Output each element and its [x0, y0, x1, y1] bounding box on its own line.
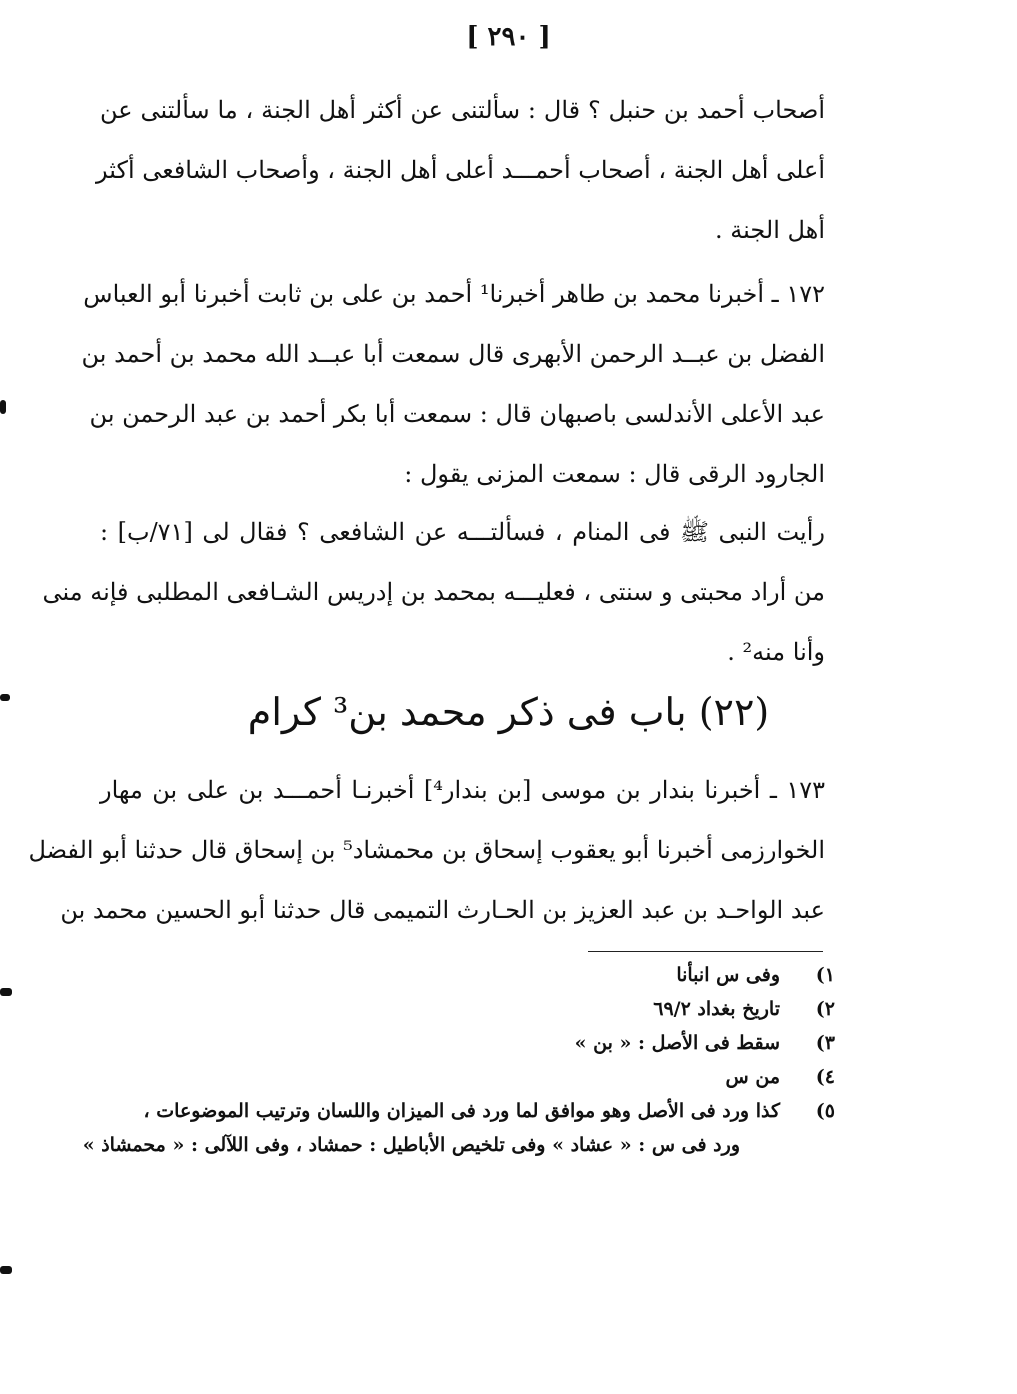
scan-mark	[0, 988, 12, 996]
scan-mark	[0, 1266, 12, 1274]
text-line: الخوارزمى أخبرنا أبو يعقوب إسحاق بن محمشاد⁵ بن إسحاق قال حدثنا أبو الفضل	[28, 836, 825, 864]
text-line: ١٧٢ ـ أخبرنا محمد بن طاهر أخبرنا¹ أحمد بن على بن ثابت أخبرنا أبو العباس	[83, 280, 825, 308]
footnote-number: ٢)	[815, 998, 835, 1020]
text-line: ١٧٣ ـ أخبرنا بندار بن موسى [بن بندار⁴] أخبرنـا أحمـــد بن على بن مهار	[100, 776, 825, 804]
footnote-text: وفى س انبأنا	[676, 964, 780, 986]
footnote-3	[90, 1026, 835, 1060]
chapter-heading: (٢٢) باب فى ذكر محمد بن³ كرام	[247, 690, 770, 734]
text-line: رأيت النبى ﷺ فى المنام ، فسألتـــه عن الشافعى ؟ فقال لى [٧١/ب] :	[100, 518, 825, 546]
footnote-2	[90, 992, 835, 1026]
text-line: أعلى أهل الجنة ، أصحاب أحمـــد أعلى أهل الجنة ، وأصحاب الشافعى أكثر	[96, 156, 825, 184]
page-number: [ ٢٩٠ ]	[466, 22, 551, 52]
text-line: عبد الأعلى الأندلسى باصبهان قال : سمعت أبا بكر أحمد بن عبد الرحمن بن	[89, 400, 825, 428]
footnote-text: من س	[725, 1066, 780, 1088]
paragraph-1	[96, 80, 826, 260]
paragraph-dream	[42, 502, 825, 682]
footnote-separator	[588, 951, 823, 952]
footnote-4	[90, 1060, 835, 1094]
text-line: الفضل بن عبــد الرحمن الأبهرى قال سمعت أبا عبــد الله محمد بن أحمد بن	[81, 340, 825, 368]
text-line: أهل الجنة .	[715, 216, 825, 244]
text-line: أصحاب أحمد بن حنبل ؟ قال : سألتنى عن أكثر أهل الجنة ، ما سألتنى عن	[100, 96, 826, 124]
footnote-number: ٤)	[815, 1066, 835, 1088]
footnote-text: تاريخ بغداد ٦٩/٢	[653, 998, 780, 1020]
scan-mark	[0, 694, 10, 701]
paragraph-hadith-173	[28, 760, 825, 940]
footnote-number: ٥)	[815, 1100, 835, 1122]
text-line: من أراد محبتى و سنتى ، فعليـــه بمحمد بن إدريس الشـافعى المطلبى فإنه منى	[42, 578, 825, 606]
footnote-text: كذا ورد فى الأصل وهو موافق لما ورد فى الميزان واللسان وترتيب الموضوعات ،	[143, 1100, 780, 1122]
footnote-1	[90, 958, 835, 992]
text-line: الجارود الرقى قال : سمعت المزنى يقول :	[404, 460, 825, 488]
footnotes	[82, 958, 835, 1162]
footnote-text: ورد فى س : « عشاد » وفى تلخيص الأباطيل : حمشاد ، وفى اللآلى : « محمشاذ »	[82, 1134, 740, 1156]
paragraph-hadith-172	[81, 264, 825, 504]
text-line: عبد الواحـد بن عبد العزيز بن الحـارث التميمى قال حدثنا أبو الحسين محمد بن	[60, 896, 825, 924]
text-line: وأنا منه² .	[727, 638, 825, 666]
footnote-5-continuation	[82, 1128, 835, 1162]
footnote-number: ١)	[815, 964, 835, 986]
footnote-text: سقط فى الأصل : « بن »	[574, 1032, 780, 1054]
footnote-number: ٣)	[815, 1032, 835, 1054]
footnote-5	[90, 1094, 835, 1128]
scan-mark	[0, 400, 6, 414]
